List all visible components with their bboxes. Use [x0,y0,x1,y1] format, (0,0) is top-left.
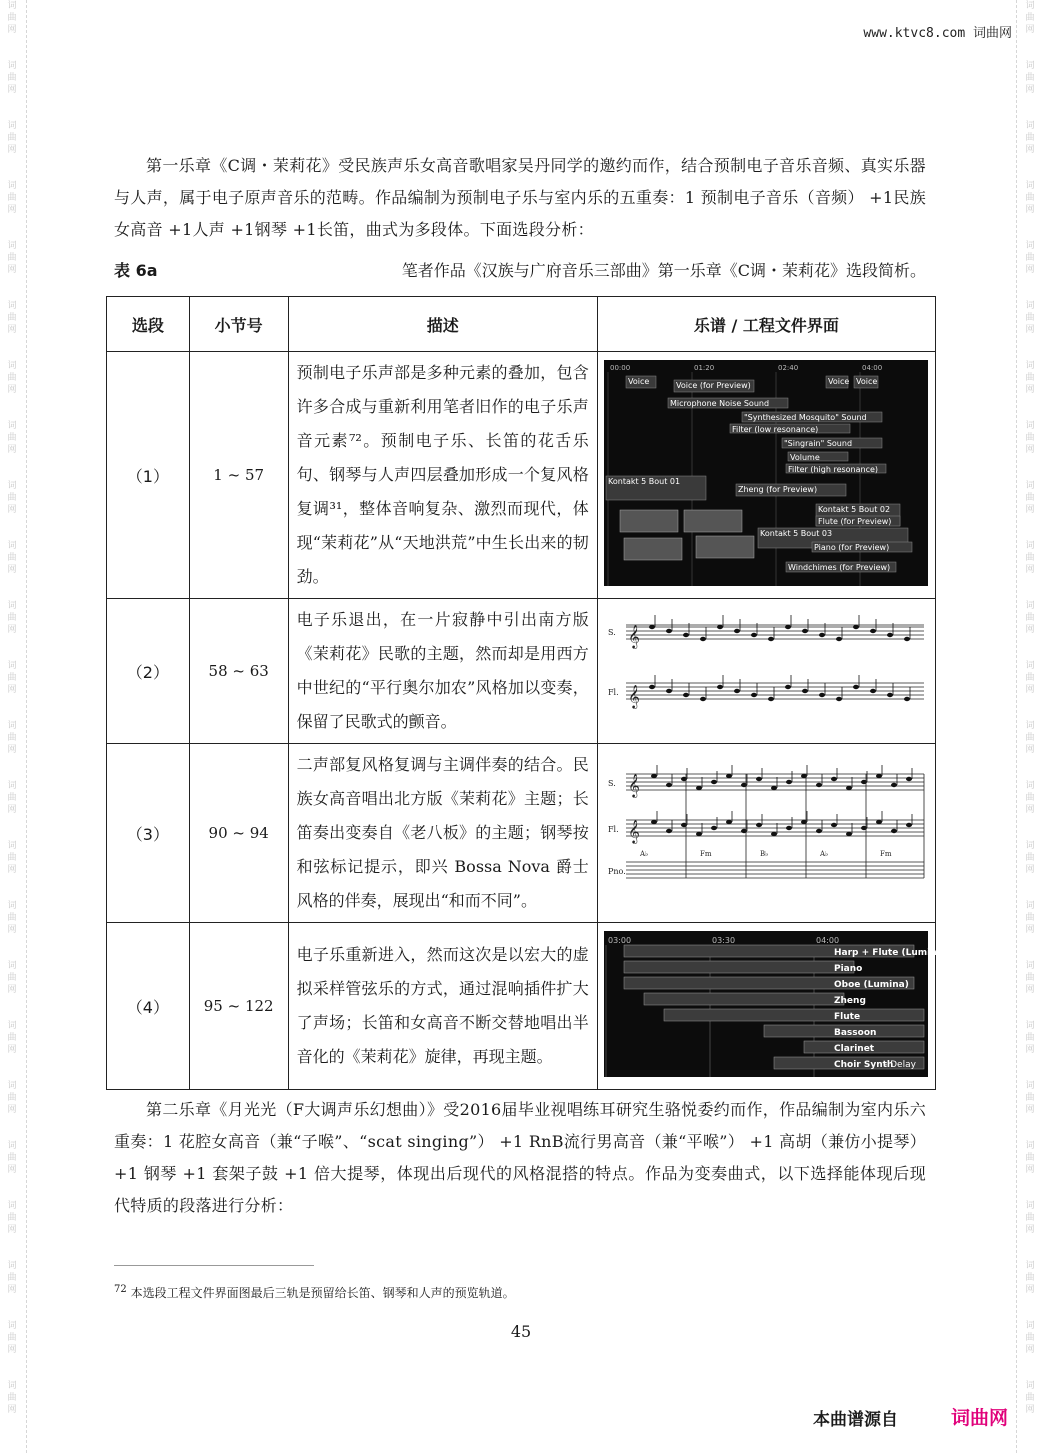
note-head [696,786,702,790]
note-head [768,637,774,641]
track-clip [664,1009,924,1021]
track-label: Voice [856,377,878,386]
watermark-text: 词 曲 网 [1025,1,1035,35]
note-head [751,633,757,637]
row-description: 电子乐退出，在一片寂静中引出南方版《茉莉花》民歌的主题，然而却是用西方中世纪的“平行奥尔加农”风格加以变奏，保留了民歌式的颤音。 [288,599,597,744]
analysis-table [106,296,948,1090]
note-head [785,625,791,629]
time-label: 04:00 [816,936,840,945]
daw-project-screenshot-2 [604,931,948,1077]
note-head [726,774,732,778]
watermark-text: 词 曲 网 [1025,361,1035,395]
chord-symbol: B♭ [760,850,769,858]
track-label: Flute (for Preview) [818,517,892,526]
track-label: Zheng (for Preview) [738,485,818,494]
note-head [891,829,897,833]
watermark-text: 词 曲 网 [7,961,17,995]
row-bars: 58 ~ 63 [189,599,288,744]
track-label: "Synthesized Mosquito" Sound [744,413,867,422]
right-margin-line [1016,0,1017,1453]
note-head [836,637,842,641]
note-head [831,777,837,781]
watermark-text: 词 曲 网 [1025,61,1035,95]
watermark-text: 词 曲 网 [1025,901,1035,935]
watermark-text: 词 曲 网 [1025,781,1035,815]
track-label: Voice [628,377,650,386]
track-label: Microphone Noise Sound [670,399,770,408]
note-head [649,625,655,629]
note-head [768,697,774,701]
note-head [785,685,791,689]
note-head [786,780,792,784]
watermark-text: 词 曲 网 [7,421,17,455]
time-label: 01:20 [694,364,715,372]
row-image [597,599,935,744]
note-head [836,697,842,701]
footnote [114,1284,515,1301]
audio-region [624,538,682,560]
note-head [906,777,912,781]
second-paragraph: 第二乐章《月光光（F大调声乐幻想曲）》受2016届毕业视唱练耳研究生骆悦委约而作，作品编制为室内乐六重奏：1 花腔女高音（兼“子喉”、“scat singing”） +1 RnB流行男高音（兼“平喉”） +1 高胡（兼仿小提琴） +1 钢琴 +1 套架子鼓 +1 倍大提琴，体现出后现代的风格混搭的特点。作品为变奏曲式，以下选择能体现后现代特质的段落进行分析： [114,1100,926,1215]
note-head [870,629,876,633]
source-label: 本曲谱源自 [813,1410,898,1430]
audio-region [696,536,754,558]
page-number: 45 [510,1322,532,1341]
staff-label: S. [608,628,617,637]
track-label: Filter (low resonance) [732,425,819,434]
track-label: Voice [828,377,850,386]
track-label: Filter (high resonance) [788,465,879,474]
watermark-text: 词 曲 网 [1025,181,1035,215]
note-head [846,832,852,836]
audio-region [620,510,678,532]
watermark-text: 词 曲 网 [7,241,17,275]
note-head [666,783,672,787]
note-head [802,629,808,633]
watermark-text: 词 曲 网 [7,1141,17,1175]
watermark-text: 词 曲 网 [1025,721,1035,755]
row-description: 预制电子乐声部是多种元素的叠加，包含许多合成与重新利用笔者旧作的电子乐声音元素⁷²。预制电子乐、长笛的花舌乐句、钢琴与人声四层叠加形成一个复风格复调³¹，整体音响复杂、激烈而现代，体现“茉莉花”从“天地洪荒”中生长出来的韧劲。 [288,352,597,599]
track-label: Kontakt 5 Bout 03 [760,529,833,538]
note-head [696,832,702,836]
watermark-text: 词 曲 网 [1025,541,1035,575]
time-label: 04:00 [862,364,883,372]
track-label: Choir Synth [834,1060,894,1070]
row-section: （4） [107,923,190,1090]
row-description: 二声部复风格复调与主调伴奏的结合。民族女高音唱出北方版《茉莉花》主题；长笛奏出变奏自《老八板》的主题；钢琴按和弦标记提示，即兴 Bossa Nova 爵士风格的伴奏，展现出“和而不同”。 [288,744,597,923]
note-head [771,832,777,836]
note-head [756,777,762,781]
watermark-text: 词 曲 网 [1025,421,1035,455]
track-label: Piano [834,964,863,974]
time-label: 00:00 [610,364,631,372]
daw-project-screenshot-1 [604,360,928,586]
note-head [819,633,825,637]
watermark-text: 词 曲 网 [1025,301,1035,335]
note-head [887,693,893,697]
watermark-text: 词 曲 网 [7,1321,17,1355]
watermark-text: 词 曲 网 [1025,241,1035,275]
row-section: （3） [107,744,190,923]
note-head [666,629,672,633]
note-head [786,826,792,830]
track-label: Volume [790,453,821,462]
note-head [846,786,852,790]
note-head [756,823,762,827]
table-row [107,744,936,923]
treble-clef-icon: 𝄞 [628,819,641,843]
track-label: Voice (for Preview) [676,381,752,390]
watermark-text: 词 曲 网 [7,61,17,95]
note-head [891,783,897,787]
note-head [734,629,740,633]
track-label: Flute [834,1012,861,1022]
left-watermark-strip [2,0,22,1453]
row-image [597,923,948,1090]
note-head [683,633,689,637]
treble-clef-icon: 𝄞 [628,624,641,648]
track-label: Clarinet [834,1044,875,1054]
watermark-text: 词 曲 网 [7,1021,17,1055]
note-head [802,689,808,693]
table-label: 表 6a [114,261,158,280]
note-head [666,829,672,833]
chord-symbol: A♭ [640,850,649,858]
header-bars: 小节号 [189,297,288,352]
row-image [597,352,935,599]
note-head [870,689,876,693]
header-image: 乐谱 / 工程文件界面 [597,297,935,352]
watermark-text: 词 曲 网 [7,841,17,875]
staff-label: Pno. [608,867,627,876]
note-head [734,689,740,693]
track-label: "Singrain" Sound [784,439,853,448]
table-row [107,923,936,1090]
treble-clef-icon: 𝄞 [628,773,641,797]
track-label: Piano (for Preview) [814,543,890,552]
note-head [649,685,655,689]
note-head [819,693,825,697]
table-row [107,599,936,744]
staff-label: S. [608,779,617,788]
watermark-text: 词 曲 网 [7,781,17,815]
watermark-text: 词 曲 网 [1025,841,1035,875]
chord-symbol: Fm [700,850,712,858]
note-head [711,780,717,784]
watermark-text: 词 曲 网 [1025,481,1035,515]
header-section: 选段 [107,297,190,352]
watermark-text: 词 曲 网 [7,601,17,635]
table-row [107,352,936,599]
watermark-text: 词 曲 网 [7,901,17,935]
watermark-text: 词 曲 网 [1025,121,1035,155]
track-label: Bassoon [834,1028,877,1038]
watermark-text: 词 曲 网 [1025,1021,1035,1055]
brand-logo[interactable]: 词曲网 [950,1407,1008,1429]
watermark-text: 词 曲 网 [7,541,17,575]
note-head [876,820,882,824]
footnote-mark: 72 [114,1284,127,1295]
note-head [853,625,859,629]
watermark-text: 词 曲 网 [1025,1201,1035,1235]
watermark-text: 词 曲 网 [7,721,17,755]
note-head [683,693,689,697]
right-watermark-strip [1020,0,1040,1453]
treble-clef-icon: 𝄞 [628,684,641,708]
track-label: Harp + Flute (Lumina) [834,948,948,958]
note-head [700,697,706,701]
watermark-text: 词 曲 网 [7,301,17,335]
watermark-text: 词 曲 网 [7,661,17,695]
note-head [751,693,757,697]
note-head [853,685,859,689]
watermark-text: 词 曲 网 [7,1381,17,1415]
time-label: 02:40 [778,364,799,372]
note-head [717,685,723,689]
note-head [711,826,717,830]
watermark-text: 词 曲 网 [7,481,17,515]
row-bars: 1 ~ 57 [189,352,288,599]
site-url[interactable]: www.ktvc8.com 词曲网 [863,26,1012,41]
row-description: 电子乐重新进入，然而这次是以宏大的虚拟采样管弦乐的方式，通过混响插件扩大了声场；长笛和女高音不断交替地唱出半音化的《茉莉花》旋律，再现主题。 [288,923,597,1090]
row-bars: 90 ~ 94 [189,744,288,923]
table-header-row [107,297,936,352]
score-excerpt-2 [604,607,928,731]
track-clip [624,961,854,973]
staff-label: Fl. [608,688,620,697]
note-head [771,786,777,790]
audio-region [684,510,742,532]
watermark-text: 词 曲 网 [1025,1261,1035,1295]
watermark-text: 词 曲 网 [1025,1141,1035,1175]
time-label: 03:30 [712,936,736,945]
watermark-text: 词 曲 网 [1025,1381,1035,1415]
left-margin-line [26,0,27,1453]
row-image [597,744,935,923]
note-head [876,774,882,778]
watermark-text: 词 曲 网 [7,361,17,395]
track-label: Windchimes (for Preview) [788,563,891,572]
table-caption: 笔者作品《汉族与广府音乐三部曲》第一乐章《C调・茉莉花》选段简析。 [401,261,926,280]
note-head [700,637,706,641]
note-head [904,637,910,641]
watermark-text: 词 曲 网 [1025,601,1035,635]
watermark-text: 词 曲 网 [7,1081,17,1115]
watermark-text: 词 曲 网 [1025,661,1035,695]
header-description: 描述 [288,297,597,352]
row-bars: 95 ~ 122 [189,923,288,1090]
track-label: Oboe (Lumina) [834,980,910,990]
note-head [666,689,672,693]
note-head [831,823,837,827]
track-label: - Delay [884,1060,917,1070]
track-clip [644,993,844,1005]
track-label: Kontakt 5 Bout 01 [608,477,681,486]
watermark-text: 词 曲 网 [7,121,17,155]
footnote-text: 本选段工程文件界面图最后三轨是预留给长笛、钢琴和人声的预览轨道。 [130,1286,515,1300]
row-section: （2） [107,599,190,744]
watermark-text: 词 曲 网 [7,181,17,215]
footnote-divider [114,1265,314,1266]
watermark-text: 词 曲 网 [7,1261,17,1295]
track-label: Kontakt 5 Bout 02 [818,505,891,514]
watermark-text: 词 曲 网 [7,1201,17,1235]
note-head [651,774,657,778]
time-label: 03:00 [608,936,632,945]
note-head [726,820,732,824]
track-label: Zheng [834,996,867,1006]
chord-symbol: A♭ [820,850,829,858]
note-head [651,820,657,824]
note-head [816,829,822,833]
note-head [904,697,910,701]
staff-label: Fl. [608,825,620,834]
intro-paragraph: 第一乐章《C调・茉莉花》受民族声乐女高音歌唱家吴丹同学的邀约而作，结合预制电子音乐音频、真实乐器与人声，属于电子原声音乐的范畴。作品编制为预制电子乐与室内乐的五重奏：1 预制电子音乐（音频） +1民族女高音 +1人声 +1钢琴 +1长笛，曲式为多段体。下面选段分析： [114,156,926,239]
note-head [816,783,822,787]
row-section: （1） [107,352,190,599]
watermark-text: 词 曲 网 [7,1,17,35]
note-head [906,823,912,827]
chord-symbol: Fm [880,850,892,858]
watermark-text: 词 曲 网 [1025,1081,1035,1115]
score-excerpt-3 [604,752,928,910]
watermark-text: 词 曲 网 [1025,961,1035,995]
watermark-text: 词 曲 网 [1025,1321,1035,1355]
note-head [887,633,893,637]
note-head [717,625,723,629]
